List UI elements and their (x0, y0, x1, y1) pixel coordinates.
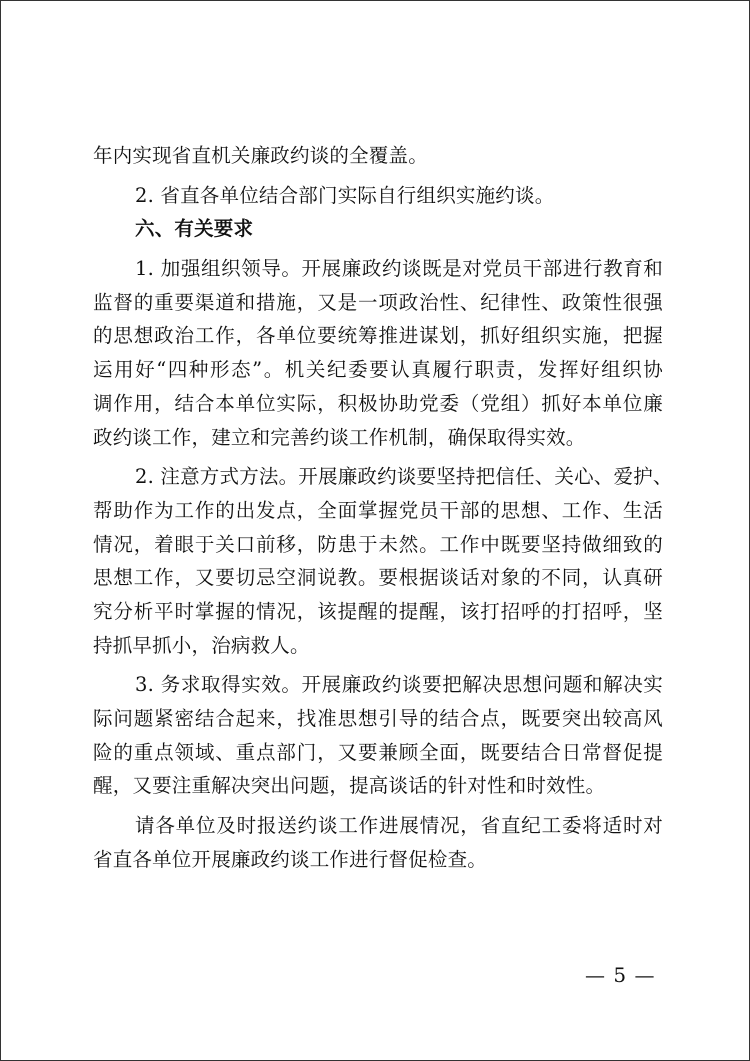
paragraph (93, 668, 663, 803)
paragraph (93, 809, 663, 876)
text-line: 思想工作，又要切忌空洞说教。要根据谈话对象的不同，认真研 (93, 566, 663, 590)
text-line: 情况，着眼于关口前移，防患于未然。工作中既要坚持做细致的 (93, 532, 663, 556)
paragraph (93, 460, 673, 662)
document-body (93, 139, 673, 876)
text-line: 2. 注意方式方法。开展廉政约谈要坚持把信任、关心、爱护、 (135, 465, 673, 489)
section-heading (93, 212, 663, 246)
text-line: 省直各单位开展廉政约谈工作进行督促检查。 (93, 847, 488, 871)
text-line: 监督的重要渠道和措施，又是一项政治性、纪律性、政策性很强 (93, 290, 663, 314)
text-line: 3. 务求取得实效。开展廉政约谈要把解决思想问题和解决实 (135, 673, 663, 697)
text-line: 请各单位及时报送约谈工作进展情况，省直纪工委将适时对 (135, 814, 663, 838)
text-line: 持抓早抓小，治病救人。 (93, 633, 310, 657)
text-line: 醒，又要注重解决突出问题，提高谈话的针对性和时效性。 (93, 774, 606, 798)
text-line: 究分析平时掌握的情况，该提醒的提醒，该打招呼的打招呼，坚 (93, 599, 663, 623)
text-line: 年内实现省直机关廉政约谈的全覆盖。 (93, 144, 428, 167)
paragraph (93, 252, 663, 454)
text-line: 政约谈工作，建立和完善约谈工作机制，确保取得实效。 (93, 425, 586, 449)
text-line: 六、有关要求 (135, 217, 254, 241)
text-line: 的思想政治工作，各单位要统筹推进谋划，抓好组织实施，把握 (93, 324, 663, 348)
paragraph (93, 179, 663, 213)
text-line: 际问题紧密结合起来，找准思想引导的结合点，既要突出较高风 (93, 707, 663, 730)
text-line: 2. 省直各单位结合部门实际自行组织实施约谈。 (135, 183, 555, 207)
text-line: 帮助作为工作的出发点，全面掌握党员干部的思想、工作、生活 (93, 498, 663, 522)
page-number: — 5 — (585, 963, 656, 987)
text-line: 险的重点领域、重点部门，又要兼顾全面，既要结合日常督促提 (93, 740, 663, 764)
text-line: 运用好“四种形态”。机关纪委要认真履行职责，发挥好组织协 (93, 358, 663, 382)
text-line: 调作用，结合本单位实际，积极协助党委（党组）抓好本单位廉 (93, 391, 663, 415)
text-line: 1. 加强组织领导。开展廉政约谈既是对党员干部进行教育和 (135, 257, 663, 281)
paragraph (93, 139, 663, 173)
